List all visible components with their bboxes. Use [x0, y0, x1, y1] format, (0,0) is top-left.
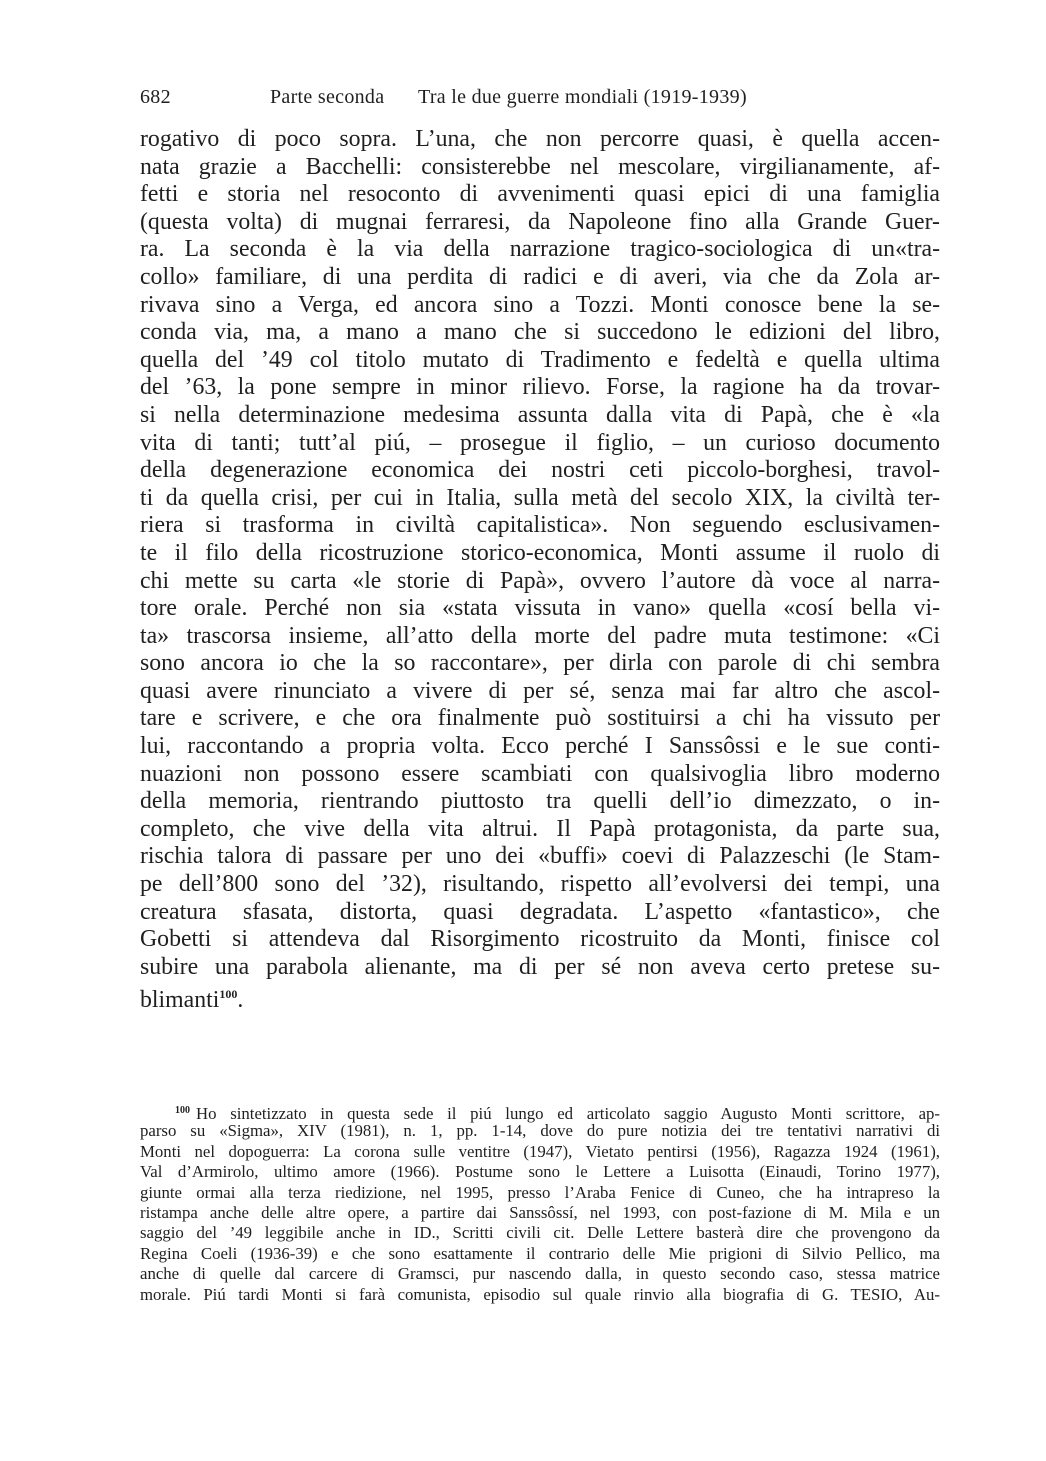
body-line: chi mette su carta «le storie di Papà», ovvero l’autore dà voce al narra-: [140, 567, 940, 594]
body-line: Gobetti si attendeva dal Risorgimento ricostruito da Monti, finisce col: [140, 926, 940, 953]
body-line: (questa volta) di mugnai ferraresi, da Napoleone fino alla Grande Guer-: [140, 208, 940, 235]
body-line: nuazioni non possono essere scambiati con qualsivoglia libro moderno: [140, 760, 940, 787]
body-line: ra. La seconda è la via della narrazione tragico-sociologica di un«tra-: [140, 236, 940, 263]
footnote-line: giunte ormai alla terza riedizione, nel 1995, presso l’Araba Fenice di Cuneo, che ha intrapreso la: [140, 1182, 940, 1202]
body-line: rivava sino a Verga, ed ancora sino a Tozzi. Monti conosce bene la se-: [140, 291, 940, 318]
running-head: [140, 86, 940, 112]
body-line: riera si trasforma in civiltà capitalistica». Non seguendo esclusivamen-: [140, 512, 940, 539]
footnote-marker: 100: [175, 1105, 190, 1116]
running-head-part: Parte seconda: [270, 86, 385, 108]
body-line: creatura sfasata, distorta, quasi degradata. L’aspetto «fantastico», che: [140, 898, 940, 925]
body-line: conda via, ma, a mano a mano che si succedono le edizioni del libro,: [140, 319, 940, 346]
body-line: collo» familiare, di una perdita di radici e di averi, via che da Zola ar-: [140, 263, 940, 290]
body-line: ti da quella crisi, per cui in Italia, sulla metà del secolo XIX, la civiltà ter-: [140, 484, 940, 511]
page-number: 682: [140, 86, 171, 108]
body-last-words: blimanti: [140, 987, 220, 1014]
final-punctuation: .: [237, 987, 244, 1014]
footnote-reference[interactable]: 100: [219, 987, 238, 1002]
footnote-line: morale. Piú tardi Monti si farà comunista, episodio sul quale rinvio alla biografia di G. TESIO, Au-: [140, 1284, 940, 1304]
running-head-section: Tra le due guerre mondiali (1919-1939): [418, 86, 747, 108]
body-line: pe dell’800 sono del ’32), risultando, rispetto all’evolversi dei tempi, una: [140, 871, 940, 898]
body-line: del ’63, la pone sempre in minor rilievo. Forse, la ragione ha da trovar-: [140, 374, 940, 401]
body-line: della memoria, rientrando piuttosto tra quelli dell’io dimezzato, o in-: [140, 788, 940, 815]
body-line: subire una parabola alienante, ma di per sé non aveva certo pretese su-: [140, 953, 940, 980]
footnote-line: Monti nel dopoguerra: La corona sulle ventitre (1947), Vietato pentirsi (1956), Ragazza 1924 (1961),: [140, 1141, 940, 1161]
body-line: nata grazie a Bacchelli: consisterebbe nel mescolare, virgilianamente, af-: [140, 153, 940, 180]
footnote-line: parso su «Sigma», XIV (1981), n. 1, pp. 1-14, dove do pure notizia dei tre tentativi narrativi di: [140, 1121, 940, 1141]
body-line: rogativo di poco sopra. L’una, che non percorre quasi, è quella accen-: [140, 126, 940, 152]
footnote-line-text: Ho sintetizzato in questa sede il piú lungo ed articolato saggio Augusto Monti scrittore, ap-: [196, 1104, 940, 1123]
body-line: rischia talora di passare per uno dei «buffi» coevi di Palazzeschi (le Stam-: [140, 843, 940, 870]
body-line: ta» trascorsa insieme, all’atto della morte del padre muta testimone: «Ci: [140, 622, 940, 649]
body-line: te il filo della ricostruzione storico-economica, Monti assume il ruolo di: [140, 539, 940, 566]
footnote-line: anche di quelle dal carcere di Gramsci, pur nascendo dalla, in questo secondo caso, stessa matrice: [140, 1264, 940, 1284]
body-line-last: [140, 981, 940, 1014]
footnote-line: saggio del ’49 leggibile anche in ID., Scritti civili cit. Delle Lettere basterà dire che provengono da: [140, 1223, 940, 1243]
body-text: [140, 126, 940, 1014]
body-line: completo, che vive della vita altrui. Il Papà protagonista, da parte sua,: [140, 815, 940, 842]
footnote-line: Regina Coeli (1936-39) e che sono esattamente il contrario delle Mie prigioni di Silvio Pellico, ma: [140, 1243, 940, 1263]
body-line: quasi avere rinunciato a vivere di per sé, senza mai far altro che ascol-: [140, 677, 940, 704]
body-line: vita di tanti; tutt’al piú, – prosegue il figlio, – un curioso documento: [140, 429, 940, 456]
body-line: quella del ’49 col titolo mutato di Tradimento e fedeltà e quella ultima: [140, 346, 940, 373]
body-line: tore orale. Perché non sia «stata vissuta in vano» quella «cosí bella vi-: [140, 595, 940, 622]
body-line: della degenerazione economica dei nostri ceti piccolo-borghesi, travol-: [140, 457, 940, 484]
footnote-line: Val d’Armirolo, ultimo amore (1966). Postume sono le Lettere a Luisotta (Einaudi, Torino 1977),: [140, 1162, 940, 1182]
body-line: tare e scrivere, e che ora finalmente può sostituirsi a chi ha vissuto per: [140, 705, 940, 732]
footnote-line: ristampa anche delle altre opere, a partire dai Sanssôssí, nel 1993, con post-fazione di M. Mila e un: [140, 1202, 940, 1222]
body-line: lui, raccontando a propria volta. Ecco perché I Sanssôssi e le sue conti-: [140, 733, 940, 760]
body-line: si nella determinazione medesima assunta dalla vita di Papà, che è «la: [140, 401, 940, 428]
body-line: fetti e storia nel resoconto di avvenimenti quasi epici di una famiglia: [140, 181, 940, 208]
footnote-100: [140, 1101, 940, 1305]
footnote-line: [140, 1101, 940, 1121]
body-line: sono ancora io che la so raccontare», per dirla con parole di chi sembra: [140, 650, 940, 677]
